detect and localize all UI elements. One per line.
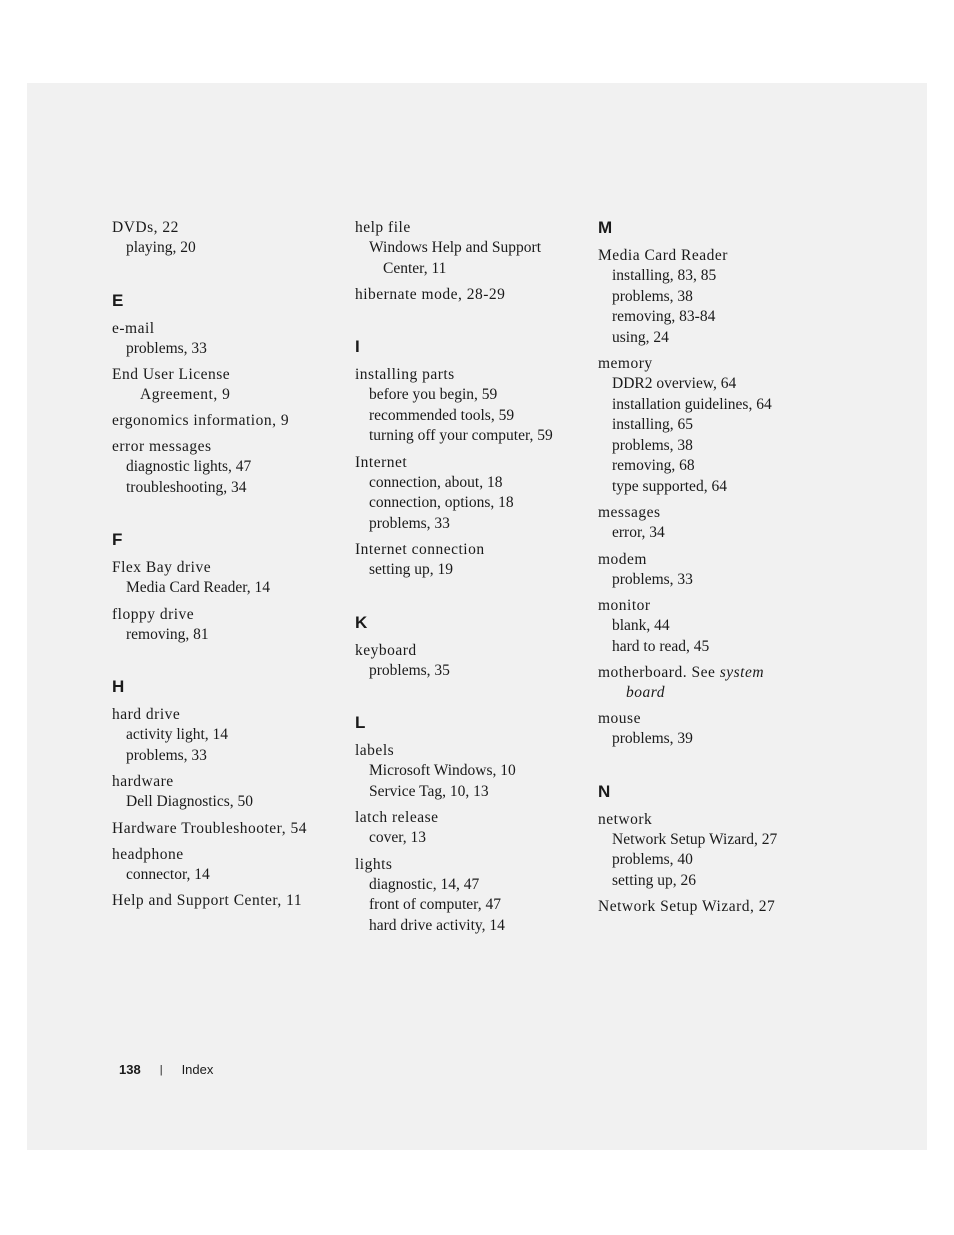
- index-subentry: blank, 44: [612, 617, 670, 634]
- index-entry-term: DVDs, 22: [112, 219, 179, 236]
- index-section-n: [598, 782, 828, 918]
- index-subentry-continuation: Center, 11: [383, 259, 447, 277]
- index-section-l: [355, 713, 585, 936]
- index-entry: [355, 855, 585, 937]
- index-subentry: problems, 40: [612, 851, 693, 868]
- index-subentry: turning off your computer, 59: [369, 427, 553, 444]
- index-subentry: connection, options, 18: [369, 494, 514, 511]
- page-number: 138: [119, 1062, 141, 1077]
- index-entry: [355, 218, 585, 279]
- index-section-k: [355, 613, 585, 682]
- section-letter: M: [598, 218, 613, 237]
- index-entry: [355, 808, 585, 849]
- index-entry-text: motherboard. See: [598, 664, 716, 681]
- section-letter: E: [112, 290, 124, 310]
- index-entry-term: Help and Support Center, 11: [112, 892, 303, 909]
- index-subentry: using, 24: [612, 328, 669, 346]
- index-subentry: hard to read, 45: [612, 637, 710, 655]
- index-subentry: problems, 33: [369, 514, 450, 532]
- index-entry-term: installing parts: [355, 366, 455, 383]
- index-entry-term: headphone: [112, 845, 184, 863]
- index-entry-term: hard drive: [112, 706, 181, 723]
- see-reference: system: [719, 664, 765, 681]
- index-entry: [598, 246, 828, 348]
- index-subentry: hard drive activity, 14: [369, 916, 505, 934]
- index-subentry: problems, 39: [612, 730, 693, 747]
- section-letter: K: [355, 612, 368, 632]
- index-entry: [355, 641, 585, 682]
- index-section-h: [112, 677, 342, 911]
- index-entry: [598, 354, 828, 497]
- index-entry: [112, 845, 342, 886]
- index-entry: [112, 319, 342, 360]
- index-entry-term: Media Card Reader: [598, 247, 728, 264]
- index-entry-term: monitor: [598, 597, 651, 614]
- index-entry: [598, 596, 828, 657]
- index-entry: [112, 705, 342, 766]
- footer-separator: |: [159, 1064, 163, 1076]
- index-subentry: type supported, 64: [612, 477, 727, 495]
- index-entry-term: hibernate mode, 28-29: [355, 286, 506, 303]
- index-subentry: diagnostic, 14, 47: [369, 875, 480, 893]
- index-subentry: troubleshooting, 34: [126, 478, 247, 496]
- index-entry: [598, 897, 828, 917]
- index-entry: [112, 365, 342, 405]
- index-entry-term: help file: [355, 219, 411, 236]
- index-subentry: Windows Help and Support: [369, 239, 542, 256]
- index-entry-term: floppy drive: [112, 605, 195, 623]
- section-letter: H: [112, 677, 125, 696]
- index-subentry: problems, 35: [369, 661, 450, 679]
- footer-section-name: Index: [181, 1062, 214, 1077]
- index-subentry: cover, 13: [369, 829, 427, 846]
- index-entry: [598, 663, 828, 703]
- index-entry: [112, 218, 342, 259]
- index-entry: [112, 605, 342, 646]
- index-entry-term: keyboard: [355, 641, 417, 659]
- index-subentry: error, 34: [612, 524, 665, 541]
- index-entry: [355, 365, 585, 447]
- index-subentry: problems, 33: [126, 339, 207, 357]
- index-subentry: recommended tools, 59: [369, 406, 515, 424]
- index-entry-term: error messages: [112, 438, 212, 455]
- index-entry: [112, 437, 342, 498]
- index-entry: [598, 550, 828, 591]
- index-entry: [355, 453, 585, 535]
- section-letter: N: [598, 781, 611, 801]
- index-entry: [598, 709, 828, 750]
- index-column-2: [355, 218, 585, 942]
- index-entry-term: End User License: [112, 366, 231, 383]
- index-entry: [112, 891, 342, 911]
- index-subentry: diagnostic lights, 47: [126, 458, 252, 475]
- page-footer: [119, 1061, 213, 1079]
- index-entry: [355, 540, 585, 581]
- index-subentry: connector, 14: [126, 865, 210, 883]
- index-entry-term: modem: [598, 550, 647, 568]
- index-entry: [355, 285, 585, 305]
- index-subentry: setting up, 19: [369, 561, 453, 578]
- index-entry-term: messages: [598, 504, 661, 521]
- index-subentry: installing, 65: [612, 416, 693, 433]
- index-entry-term: memory: [598, 355, 653, 372]
- index-subentry: removing, 83-84: [612, 308, 716, 325]
- index-section-m: [598, 218, 828, 750]
- index-subentry: Network Setup Wizard, 27: [612, 830, 778, 848]
- index-entry: [112, 819, 342, 839]
- index-subentry: connection, about, 18: [369, 473, 503, 491]
- index-subentry: Service Tag, 10, 13: [369, 782, 489, 800]
- index-section-d: [112, 218, 342, 259]
- index-entry: [355, 741, 585, 802]
- index-subentry: problems, 33: [612, 570, 693, 588]
- index-subentry: installation guidelines, 64: [612, 395, 772, 413]
- index-column-1: [112, 218, 342, 917]
- index-entry-term: network: [598, 810, 653, 828]
- index-section-e: [112, 291, 342, 499]
- index-subentry: playing, 20: [126, 239, 196, 256]
- index-entry-term: Internet connection: [355, 541, 485, 558]
- section-letter: F: [112, 530, 123, 549]
- index-entry-term: e-mail: [112, 319, 155, 337]
- index-section-f: [112, 530, 342, 645]
- index-entry-term: Internet: [355, 453, 408, 471]
- index-entry-continuation: Agreement, 9: [140, 386, 231, 403]
- index-entry-term: [598, 663, 828, 683]
- index-entry-term: Flex Bay drive: [112, 559, 212, 576]
- index-subentry: setting up, 26: [612, 871, 696, 889]
- index-section-h-cont: [355, 218, 585, 305]
- index-subentry: removing, 68: [612, 457, 695, 474]
- index-section-i: [355, 337, 585, 581]
- index-subentry: problems, 38: [612, 287, 693, 305]
- index-subentry: Media Card Reader, 14: [126, 579, 270, 596]
- index-entry: [112, 411, 342, 431]
- index-entry-term: labels: [355, 742, 395, 759]
- index-entry: [112, 772, 342, 813]
- index-entry-term: latch release: [355, 809, 439, 826]
- index-entry-term: lights: [355, 855, 393, 873]
- index-subentry: before you begin, 59: [369, 386, 498, 403]
- index-subentry: installing, 83, 85: [612, 267, 717, 284]
- index-subentry: activity light, 14: [126, 726, 229, 743]
- index-subentry: DDR2 overview, 64: [612, 375, 737, 392]
- section-letter: L: [355, 713, 366, 732]
- index-entry: [112, 558, 342, 599]
- index-entry-term: hardware: [112, 773, 174, 790]
- see-reference-continuation: board: [626, 684, 665, 701]
- index-entry: [598, 503, 828, 544]
- index-subentry: Microsoft Windows, 10: [369, 762, 516, 779]
- index-entry: [598, 810, 828, 892]
- index-entry-term: Hardware Troubleshooter, 54: [112, 819, 307, 837]
- index-entry-term: mouse: [598, 710, 641, 727]
- index-subentry: front of computer, 47: [369, 896, 501, 913]
- index-subentry: Dell Diagnostics, 50: [126, 793, 253, 810]
- index-subentry: problems, 38: [612, 436, 693, 454]
- index-entry-term: ergonomics information, 9: [112, 412, 290, 429]
- index-subentry: problems, 33: [126, 746, 207, 764]
- index-column-3: [598, 218, 828, 923]
- index-entry-term: Network Setup Wizard, 27: [598, 898, 776, 915]
- index-subentry: removing, 81: [126, 625, 209, 643]
- section-letter: I: [355, 337, 360, 356]
